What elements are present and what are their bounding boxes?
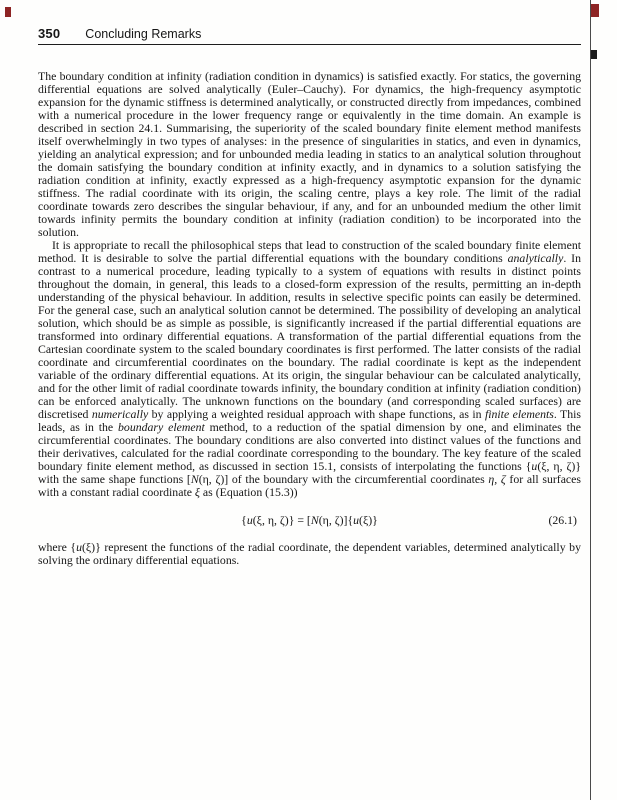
equation-expression: {u(ξ, η, ζ)} = [N(η, ζ)]{u(ξ)}: [241, 513, 378, 527]
page-number: 350: [38, 26, 61, 41]
scan-mark-edge-second: [591, 50, 597, 59]
paragraph-1: The boundary condition at infinity (radiation condition in dynamics) is satisfied exactly. For statics, the governing differential equations are solved analytically (Euler–Cauchy). For dynamics, the high-frequency asymptotic expansion for the dynamic stiffness is determined analytically, or constructed directly from impedances, combined with a numerical procedure in the lower frequency range or equivalently in the time domain. An example is described in section 24.1. Summarising, the superiority of the scaled boundary finite element method manifests itself overwhelmingly in two types of analyses: in the presence of singularities in statics, and even in dynamics, yielding an analytical expression; and for unbounded media leading in statics to an analytical solution throughout the domain satisfying the boundary condition at infinity exactly, and in dynamics to a solution satisfying the radiation condition at infinity, exactly expressed as a high-frequency asymptotic expansion for the dynamic stiffness. The radial coordinate with its origin, the scaling centre, plays a key role. The limit of the radial coordinate towards zero describes the singular behaviour, if any, and for an unbounded medium the other limit towards infinity permits the boundary condition at infinity (radiation condition) to be incorporated into the solution.: [38, 69, 581, 239]
page-edge-line: [590, 0, 591, 800]
equation-26-1: [38, 514, 581, 527]
header-rule: [38, 44, 581, 45]
equation-number: (26.1): [548, 513, 577, 527]
page-body: [38, 70, 581, 567]
chapter-title: Concluding Remarks: [85, 27, 202, 41]
paragraph-2: It is appropriate to recall the philosophical steps that lead to construction of the scaled boundary finite element method. It is desirable to solve the partial differential equations with the boundary conditions analytically. In contrast to a numerical procedure, leading typically to a system of equations with results in distinct points throughout the domain, in general, this leads to a closed-form expression of the results, permitting an in-depth understanding of the physical behaviour. In addition, results in selective specific points can easily be determined. For the general case, such an analytical solution cannot be determined. The possibility of developing an analytical solution, which should be as simple as possible, is significantly increased if the partial differential equations are transformed into ordinary differential equations. A transformation of the partial differential equations from the Cartesian coordinate system to the scaled boundary coordinates is first performed. The latter consists of the radial coordinate and circumferential coordinates on the boundary. The radial coordinate is kept as the independent variable of the ordinary differential equations. At its origin, the singular behaviour can be calculated analytically, and for the other limit of radial coordinate towards infinity, the boundary condition at infinity (radiation condition) can be enforced analytically. The unknown functions on the boundary (and corresponding scaled surfaces) are discretised numerically by applying a weighted residual approach with shape functions, as in finite elements. This leads, as in the boundary element method, to a reduction of the spatial dimension by one, and eliminates the circumferential coordinates. The boundary conditions are also converted into distinct values of the functions and their derivatives, calculated for the radial coordinate corresponding to the boundary. The key feature of the scaled boundary finite element method, as discussed in section 15.1, consists of interpolating the functions {u(ξ, η, ζ)} with the same shape functions [N(η, ζ)] of the boundary with the circumferential coordinates η, ζ for all surfaces with a constant radial coordinate ξ as (Equation (15.3)): [38, 238, 582, 499]
paragraph-3: where {u(ξ)} represent the functions of the radial coordinate, the dependent variables, determined analytically by solving the ordinary differential equations.: [38, 540, 581, 567]
scan-mark-edge-top: [591, 4, 599, 17]
scan-mark-top-left: [5, 7, 11, 17]
running-header: [38, 26, 201, 41]
